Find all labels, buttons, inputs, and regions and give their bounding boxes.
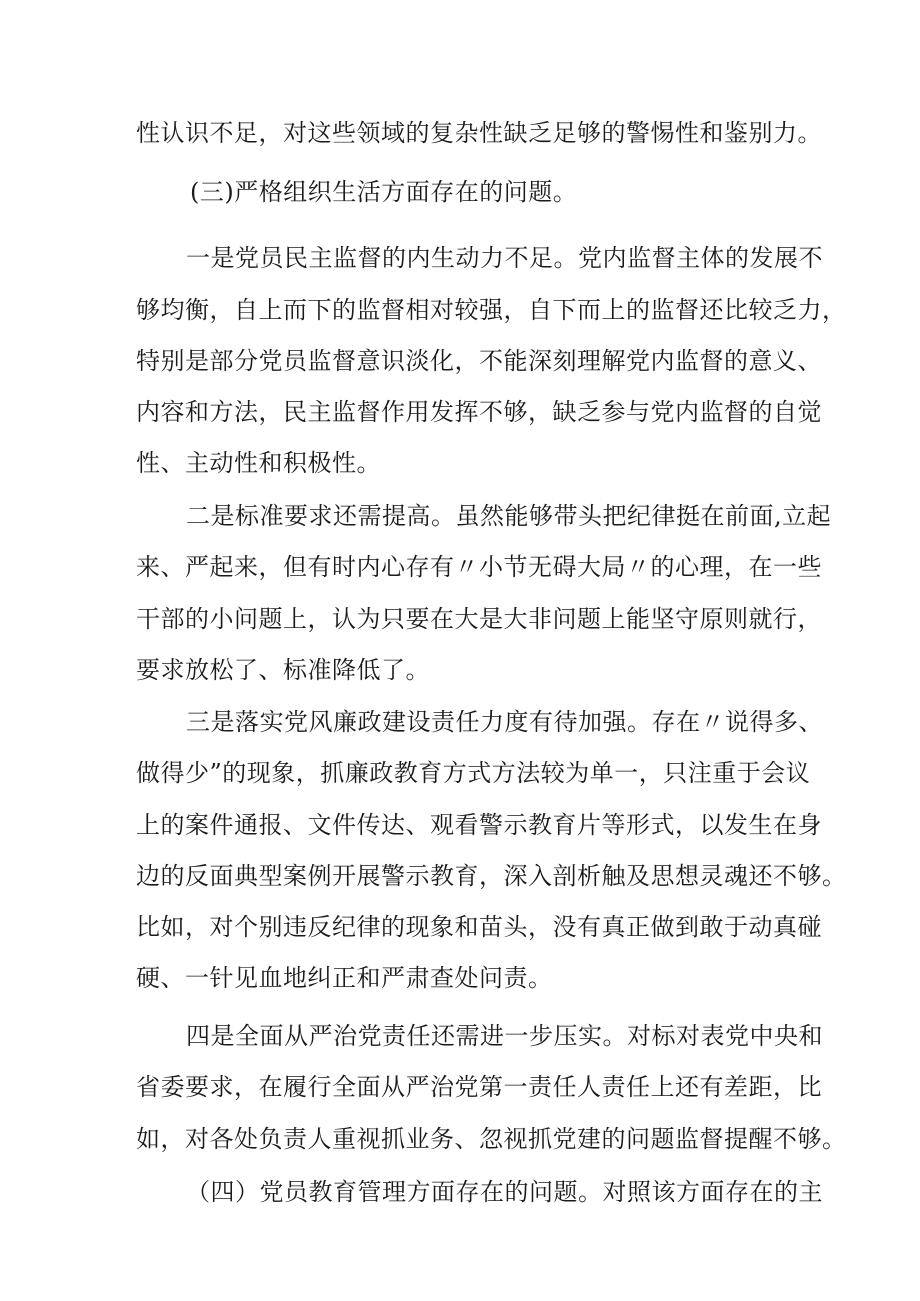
text-line: 来、严起来，但有时内心存有〃小节无碍大局〃的心理，在一些 (136, 553, 822, 581)
text-line: 二是标准要求还需提高。虽然能够带头把纪律挺在前面,立起 (186, 502, 832, 530)
text-line: 性认识不足，对这些领域的复杂性缺乏足够的警惕性和鉴别力。 (136, 119, 822, 147)
text-line: 干部的小问题上，认为只要在大是大非问题上能坚守原则就行， (136, 605, 822, 633)
text-line: 边的反面典型案例开展警示教育，深入剖析触及思想灵魂还不够。 (136, 862, 847, 890)
text-line: 性、主动性和积极性。 (136, 449, 381, 477)
text-line: 三是落实党风廉政建设责任力度有待加强。存在〃说得多、 (186, 708, 823, 736)
text-line: 内容和方法，民主监督作用发挥不够，缺乏参与党内监督的自觉 (136, 398, 822, 426)
text-line: 上的案件通报、文件传达、观看警示教育片等形式，以发生在身 (136, 811, 822, 839)
text-line: 比如，对个别违反纪律的现象和苗头，没有真正做到敢于动真碰 (136, 913, 822, 941)
text-line: 够均衡，自上而下的监督相对较强，自下而上的监督还比较乏力， (136, 296, 847, 324)
text-line: 硬、一针见血地纠正和严肃查处问责。 (136, 964, 553, 992)
text-line: 一是党员民主监督的内生动力不足。党内监督主体的发展不 (186, 244, 823, 272)
text-line: 特别是部分党员监督意识淡化，不能深刻理解党内监督的意义、 (136, 347, 822, 375)
text-line: 做得少”的现象，抓廉政教育方式方法较为单一，只注重于会议 (136, 759, 811, 787)
section-heading: (三)严格组织生活方面存在的问题。 (190, 178, 578, 206)
text-line: 四是全面从严治党责任还需进一步压实。对标对表党中央和 (186, 1022, 823, 1050)
text-line: 如，对各处负责人重视抓业务、忽视抓党建的问题监督提醒不够。 (136, 1125, 847, 1153)
text-line: 要求放松了、标准降低了。 (136, 656, 430, 684)
text-line: 省委要求，在履行全面从严治党第一责任人责任上还有差距，比 (136, 1073, 822, 1101)
section-heading: （四）党员教育管理方面存在的问题。对照该方面存在的主 (186, 1178, 823, 1206)
